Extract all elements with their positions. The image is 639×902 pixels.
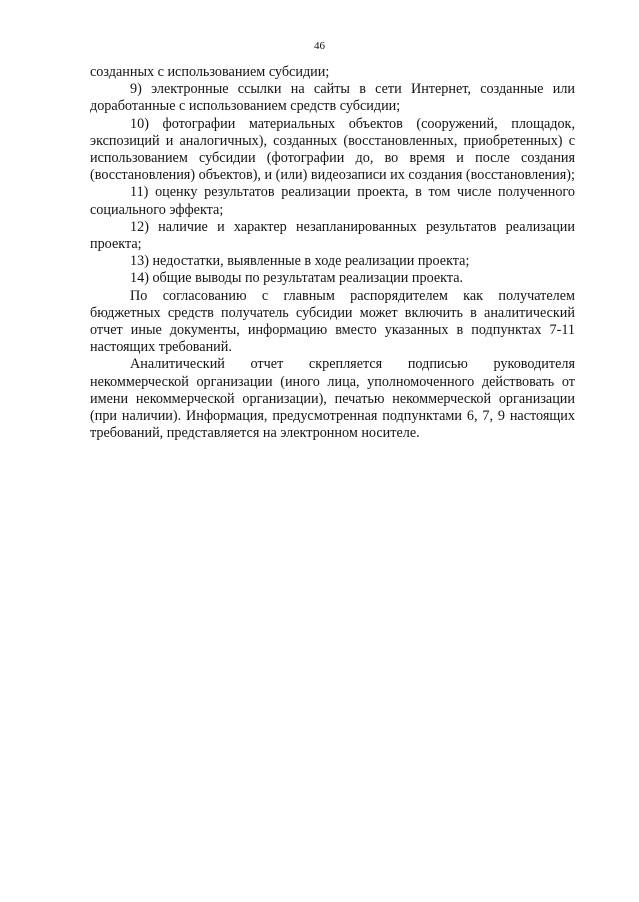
paragraph-item-14: 14) общие выводы по результатам реализации проекта. xyxy=(130,270,464,287)
paragraph-agreement: По согласованию с главным распорядителем как получателем бюджетных средств получатель субсидии может включить в аналитический отчет иные документы, информацию вместо указанных в подпунктах 7-11 настоящих требований. xyxy=(90,287,575,356)
paragraph-item-13: 13) недостатки, выявленные в ходе реализации проекта; xyxy=(130,253,470,270)
paragraph-item-12: 12) наличие и характер незапланированных результатов реализации проекта; xyxy=(90,218,575,253)
page-number: 46 xyxy=(314,40,325,52)
paragraph-report-signing: Аналитический отчет скрепляется подписью руководителя некоммерческой организации (иного лица, уполномоченного действовать от имени некоммерческой организации), печатью некоммерческой организации (при наличии). Информация, предусмотренная подпунктами 6, 7, 9 настоящих требований, представляется на электронном носителе. xyxy=(90,356,575,442)
paragraph-item-11: 11) оценку результатов реализации проекта, в том числе полученного социального эффекта; xyxy=(90,184,575,218)
paragraph-item-10: 10) фотографии материальных объектов (сооружений, площадок, экспозиций и аналогичных), созданных (восстановленных, приобретенных) с использованием субсидии (фотографии до, во время и после создания (восстановления) объектов), и (или) видеозаписи их создания (восстановления); xyxy=(90,115,575,184)
paragraph-item-9: 9) электронные ссылки на сайты в сети Интернет, созданные или доработанные с использованием средств субсидии; xyxy=(90,81,575,115)
paragraph-continuation: созданных с использованием субсидии; xyxy=(90,64,330,80)
document-body xyxy=(90,64,575,442)
